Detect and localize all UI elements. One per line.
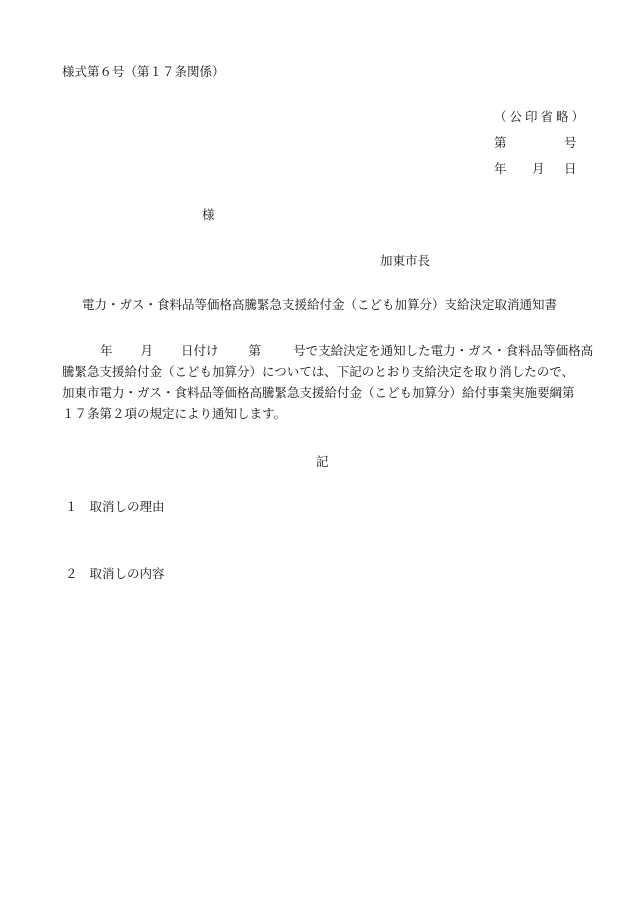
item-1-number: １ (65, 499, 78, 514)
body-line-1 (62, 340, 594, 361)
item-2 (65, 568, 165, 581)
item-2-number: ２ (65, 566, 78, 581)
body-month-label: 月 (140, 343, 154, 358)
body-paragraph (62, 340, 594, 424)
body-line-3: 加東市電力・ガス・食料品等価格高騰緊急支援給付金（こども加算分）給付事業実施要綱第 (62, 385, 575, 400)
item-1-label: 取消しの理由 (89, 499, 165, 514)
document-number-suffix: 号 (564, 135, 577, 150)
document-number-prefix: 第 (494, 135, 507, 150)
body-line-1-text: 号で支給決定を通知した電力・ガス・食料品等価格高 (293, 343, 594, 358)
date-day-label: 日 (564, 161, 577, 176)
body-year-label: 年 (100, 343, 113, 358)
date-year-label: 年 (494, 161, 507, 176)
body-number-prefix: 第 (248, 343, 262, 358)
body-line-4: １７条第２項の規定により通知します。 (62, 406, 287, 421)
document-title: 電力・ガス・食料品等価格高騰緊急支援給付金（こども加算分）支給決定取消通知書 (82, 297, 558, 312)
item-1 (65, 501, 165, 514)
body-line-2: 騰緊急支援給付金（こども加算分）については、下記のとおり支給決定を取り消したので、 (62, 364, 575, 379)
issuer-name: 加東市長 (380, 253, 431, 268)
body-dated-label: 日付け (181, 343, 219, 358)
note-heading: 記 (316, 454, 329, 469)
form-number: 様式第６号（第１７条関係） (62, 64, 225, 79)
addressee-suffix: 様 (202, 207, 215, 222)
item-2-label: 取消しの内容 (89, 566, 165, 581)
seal-omitted-note: （公印省略） (494, 109, 588, 124)
date-month-label: 月 (532, 161, 545, 176)
